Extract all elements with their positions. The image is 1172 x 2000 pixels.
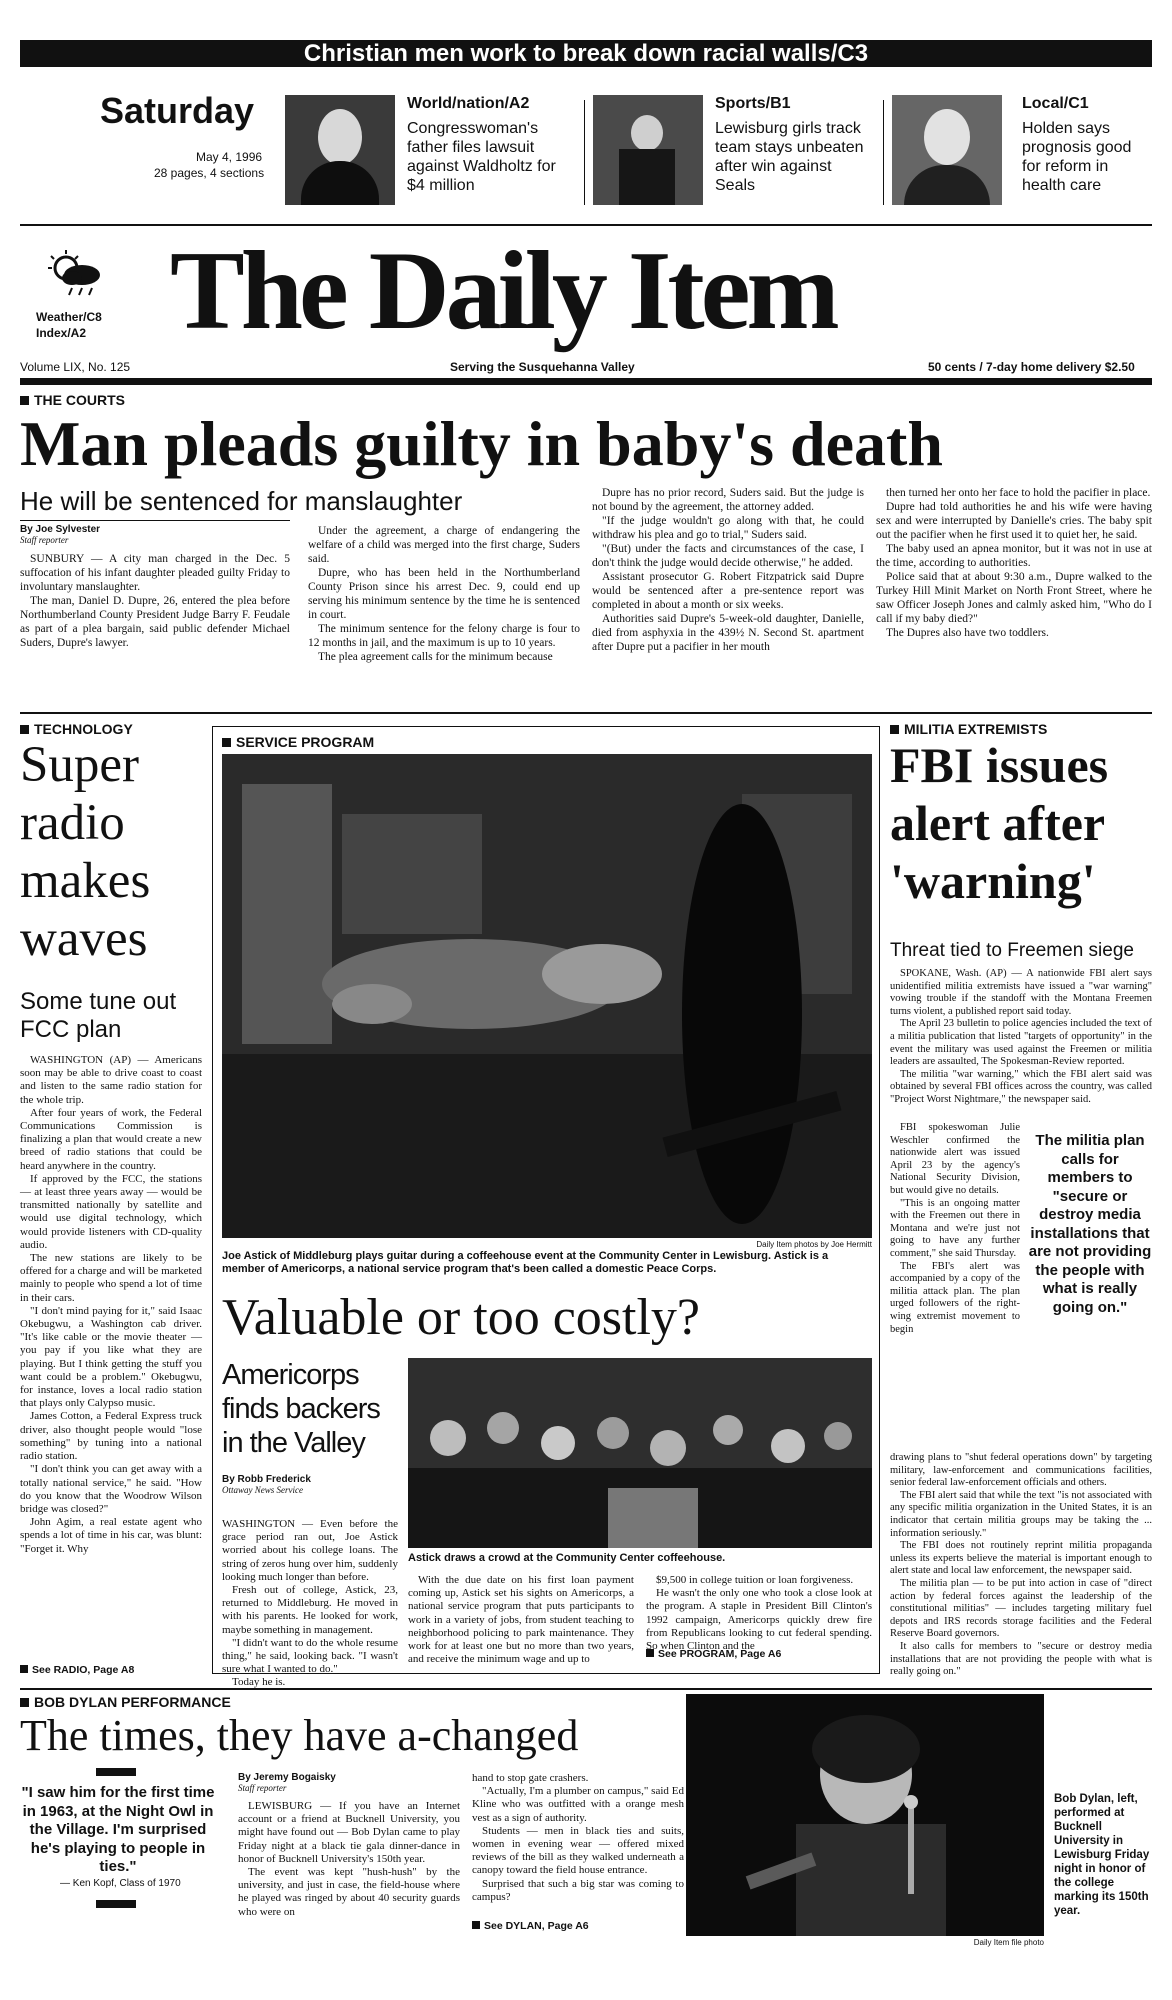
- dylan-col2: [472, 1772, 684, 1904]
- dylan-col1: [238, 1800, 460, 1919]
- dylan-byrole: Staff reporter: [238, 1783, 287, 1793]
- paragraph: The baby used an apnea monitor, but it was not in use at the time, according to authorities.: [876, 543, 1152, 569]
- paragraph: Assistant prosecutor G. Robert Fitzpatrick said Dupre would be sentenced after a pre-sentence report was completed in about a month or six weeks.: [592, 571, 864, 611]
- paragraph: The militia "war warning," which the FBI alert said was obtained by several FBI offices across the country, was called "Project Worst Nightmare," the newspaper said.: [890, 1068, 1152, 1105]
- service-col1: [222, 1518, 398, 1690]
- lead-byline-block: [20, 524, 290, 545]
- dylan-byline-block: [238, 1772, 460, 1793]
- paragraph: Fresh out of college, Astick, 23, returned to Middleburg. He moved in with his parents. He looked for work, maybe something in management.: [222, 1584, 398, 1636]
- paragraph: "This is an ongoing matter with the Freemen out there in Montana and we're just not going to have any further comment," she said Thursday.: [890, 1197, 1020, 1259]
- service-byrole: Ottaway News Service: [222, 1485, 303, 1495]
- teaser-world-photo: [285, 95, 395, 205]
- paragraph: If approved by the FCC, the stations — at least three years away — would be transmitted nationally by satellite and would use digital technology, which would provide listeners with CD-quality audio.: [20, 1172, 202, 1251]
- teaser-world-text: Congresswoman's father files lawsuit against Waldholtz for $4 million: [407, 120, 556, 194]
- paragraph: James Cotton, a Federal Express truck driver, also thought people would "lose something" by tuning into a national radio station.: [20, 1410, 202, 1463]
- service-crowd-photo: [408, 1358, 872, 1548]
- service-caption-2: Astick draws a crowd at the Community Center coffeehouse.: [408, 1552, 726, 1564]
- teaser-local-text: Holden says prognosis good for reform in health care: [1022, 120, 1132, 194]
- paragraph: The FBI does not routinely reprint militia propaganda unless its experts believe the material is important enough to alert state and local law enforcement, the newspaper said.: [890, 1540, 1152, 1577]
- lead-col3: [592, 486, 864, 654]
- day-label: Saturday: [100, 90, 255, 131]
- service-caption: Joe Astick of Middleburg plays guitar during a coffeehouse event at the Community Center in Lewisburg. Astick is a member of Americorps, a national service program that's been called a domestic Peace Corps.: [222, 1250, 829, 1275]
- fbi-body: [890, 968, 1152, 1107]
- lead-col4: [876, 486, 1152, 640]
- lead-byline: By Joe Sylvester: [20, 524, 101, 535]
- service-col2: [408, 1574, 634, 1666]
- teaser-world-section: World/nation/A2: [407, 95, 530, 112]
- paragraph: The Dupres also have two toddlers.: [886, 627, 1049, 639]
- volume-label: Volume LIX, No. 125: [20, 360, 131, 374]
- teaser-sports-section: Sports/B1: [715, 95, 791, 112]
- paragraph: It also calls for members to "secure or destroy media installations that are not providing the people with what is really going on.": [890, 1640, 1152, 1678]
- teaser-local-section: Local/C1: [1022, 95, 1089, 112]
- service-col3: [646, 1574, 872, 1653]
- service-see-link[interactable]: See PROGRAM, Page A6: [646, 1648, 781, 1660]
- service-byline-block: [222, 1474, 398, 1495]
- fbi-deck: Threat tied to Freemen siege: [890, 940, 1134, 961]
- service-headline[interactable]: Valuable or too costly?: [222, 1289, 700, 1346]
- paragraph: hand to stop gate crashers.: [472, 1772, 589, 1784]
- paragraph: "I didn't want to do the whole resume thing," he said, looking back. "I wasn't sure what I wanted to do.": [222, 1636, 398, 1676]
- paragraph: LEWISBURG — If you have an Internet account or a friend at Bucknell University, you might have found out — Bob Dylan came to play Friday night at a black tie gala dinner-dance in honor of Bucknell University's 150th year.: [238, 1800, 460, 1865]
- paragraph: The man, Daniel D. Dupre, 26, entered the plea before Northumberland County President Judge Barry F. Feudale as part of a plea bargain, said public defender Michael Suders, Dupre's lawyer.: [20, 595, 290, 649]
- fbi-pullquote: The militia plan calls for members to "secure or destroy media installations that are not providing the people with what is really going on.": [1028, 1132, 1152, 1316]
- paragraph: SUNBURY — A city man charged in the Dec. 5 suffocation of his infant daughter pleaded guilty Friday to involuntary manslaughter.: [20, 553, 290, 593]
- paragraph: Under the agreement, a charge of endangering the welfare of a child was merged into the first charge, Suders said.: [308, 525, 580, 565]
- paragraph: FBI spokeswoman Julie Weschler confirmed the nationwide alert was issued April 23 by the agency's National Security Division, but would give no details.: [890, 1122, 1020, 1196]
- radio-body: [20, 1054, 202, 1556]
- paragraph: The militia plan — to be put into action in case of "direct action by federal forces against the leadership of the constitutional militias" — includes targeting military fuel depots and IRS records storage facilities and the Federal Reserve Board governors.: [890, 1577, 1152, 1640]
- paragraph: Dupre had told authorities he and his wife were having sex and were interrupted by Danielle's cries. The baby spit out the pacifier when he first used it to quiet her, he said.: [876, 501, 1152, 541]
- paragraph: The FBI alert said that while the text "is not associated with any specific militia organization in the United States, it is an indicator that certain militia groups may be taking the ... information seriously.": [890, 1489, 1152, 1539]
- weather-ref[interactable]: Weather/C8: [36, 310, 102, 324]
- paragraph: Police said that at about 9:30 a.m., Dupre walked to the Turkey Hill Minit Market on North Front Street, where he saw Officer Joseph Jones and calmly asked him, "Who do I call if my baby died?": [876, 571, 1152, 625]
- teaser-sports-photo: [593, 95, 703, 205]
- paragraph: The event was kept "hush-hush" by the university, and just in case, the field-house where he played was ringed by about 40 security guards who were on: [238, 1866, 460, 1918]
- teaser-local-photo: [892, 95, 1002, 205]
- dylan-see-link[interactable]: See DYLAN, Page A6: [472, 1920, 589, 1932]
- paragraph: Dupre, who has been held in the Northumberland County Prison since his arrest Dec. 9, could end up serving his minimum sentence by the time he is sentenced in court.: [308, 567, 580, 621]
- dylan-photo-credit: Daily Item file photo: [973, 1938, 1044, 1947]
- paragraph: Surprised that such a big star was coming to campus?: [472, 1877, 684, 1903]
- paragraph: "I don't think you can get away with a totally national service," he said. "How do you know that the Woodrow Wilson bridge was closed?": [20, 1463, 202, 1515]
- radio-headline[interactable]: Super radio makes waves: [20, 737, 151, 967]
- paragraph: John Agim, a real estate agent who spends a lot of time in his car, was blunt: "Forget it. Why: [20, 1516, 202, 1555]
- paragraph: Dupre has no prior record, Suders said. But the judge is not bound by the agreement, the attorney added.: [592, 487, 864, 513]
- paragraph: The FBI's alert was accompanied by a copy of the militia attack plan. The plan urged followers of the right-wing extremist movement to begin: [890, 1260, 1020, 1335]
- fbi-kicker: MILITIA EXTREMISTS: [890, 721, 1047, 737]
- paragraph: The April 23 bulletin to police agencies included the text of a militia publication that listed "targets of opportunity" in the event the military was used against the Freemen or militia leaders are assaulted, The Spokesman-Review reported.: [890, 1018, 1152, 1068]
- lead-byrole: Staff reporter: [20, 535, 69, 545]
- tagline: Serving the Susquehanna Valley: [450, 360, 635, 374]
- paragraph: He wasn't the only one who took a close look at the program. A staple in President Bill Clinton's 1992 campaign, Americorps quickly drew fire from Republicans looking to cut federal spending. So when Clinton and the: [646, 1587, 872, 1653]
- masthead-title: The Daily Item: [170, 229, 836, 353]
- paragraph: After four years of work, the Federal Communications Commission is finalizing a plan that would create a new breed of radio stations that could be heard anywhere in the country.: [20, 1106, 202, 1172]
- banner-text: Christian men work to break down racial walls/C3: [303, 40, 869, 67]
- service-deck: Americorps finds backers in the Valley: [222, 1359, 380, 1459]
- paragraph: Today he is.: [232, 1676, 286, 1689]
- lead-kicker: THE COURTS: [20, 392, 125, 408]
- teaser-world[interactable]: [285, 95, 575, 207]
- paragraph: drawing plans to "shut federal operations down" by targeting military, law-enforcement and communications facilities, senior federal law-enforcement officials and others.: [890, 1452, 1152, 1489]
- service-kicker: SERVICE PROGRAM: [222, 734, 374, 750]
- radio-see-link[interactable]: See RADIO, Page A8: [20, 1664, 134, 1676]
- dylan-headline[interactable]: The times, they have a-changed: [20, 1711, 579, 1760]
- paragraph: WASHINGTON (AP) — Americans soon may be able to drive coast to coast and listen to the same radio station for the whole trip.: [20, 1054, 202, 1106]
- dateline: [20, 80, 275, 210]
- paragraph: Students — men in black ties and suits, women in evening wear — offered mixed reviews of the bill as they walked underneath a canopy toward the field house entrance.: [472, 1824, 684, 1877]
- dylan-kicker: BOB DYLAN PERFORMANCE: [20, 1694, 231, 1710]
- teaser-sports[interactable]: [593, 95, 875, 207]
- top-banner[interactable]: [20, 40, 1152, 67]
- service-main-photo: [222, 754, 872, 1238]
- lead-col1: [20, 552, 290, 650]
- page-count: 28 pages, 4 sections: [154, 166, 265, 180]
- paragraph: The minimum sentence for the felony charge is four to 12 months in jail, and the maximum is up to 10 years.: [308, 623, 580, 649]
- date-label: May 4, 1996: [196, 150, 263, 164]
- lead-deck: He will be sentenced for manslaughter: [20, 486, 463, 516]
- radio-deck: Some tune out FCC plan: [20, 988, 177, 1043]
- dylan-caption: Bob Dylan, left, performed at Bucknell University in Lewisburg Friday night in honor of the college marking its 150th year.: [1054, 1793, 1150, 1917]
- price-label: 50 cents / 7-day home delivery $2.50: [928, 360, 1135, 374]
- index-ref[interactable]: Index/A2: [36, 326, 87, 340]
- paragraph: "(But) under the facts and circumstances of the case, I don't think the judge would decide otherwise," he added.: [592, 543, 864, 569]
- dylan-quote-attribution: — Ken Kopf, Class of 1970: [60, 1878, 181, 1889]
- dylan-byline: By Jeremy Bogaisky: [238, 1772, 336, 1783]
- radio-kicker: TECHNOLOGY: [20, 721, 133, 737]
- lead-headline[interactable]: Man pleads guilty in baby's death: [20, 408, 943, 479]
- paragraph: The plea agreement calls for the minimum because: [318, 651, 553, 663]
- paragraph: WASHINGTON — Even before the grace period ran out, Joe Astick worried about his college loans. The string of zeros hung over him, suddenly looking much longer than before.: [222, 1518, 398, 1583]
- paragraph: SPOKANE, Wash. (AP) — A nationwide FBI alert says unidentified militia extremists have issued a "war warning" vowing trouble if the standoff with the Montana Freemen turns violent, a published report said today.: [890, 968, 1152, 1017]
- fbi-body-2: [890, 1452, 1152, 1679]
- lead-col2: [308, 524, 580, 664]
- service-byline: By Robb Frederick: [222, 1474, 311, 1485]
- paragraph: "Actually, I'm a plumber on campus," said Ed Kline who was outfitted with a orange mesh vest as a sign of authority.: [472, 1785, 684, 1824]
- paragraph: "I don't mind paying for it," said Isaac Okebugwu, a Washington cab driver. "It's like cable or the movie theater — you pay if you like what they are playing. But I think getting the stuff you want could be a problem." Okebugwu, for instance, loves a local radio station that plays only Calypso music.: [20, 1304, 202, 1410]
- paragraph: The new stations are likely to be offered for a charge and will be marketed mainly to people who spend a lot of time in their cars.: [20, 1252, 202, 1304]
- teaser-sports-text: Lewisburg girls track team stays unbeaten after win against Seals: [715, 120, 864, 194]
- fbi-headline[interactable]: FBI issues alert after 'warning': [890, 737, 1109, 909]
- paragraph: With the due date on his first loan payment coming up, Astick set his sights on Americorps, a national service program that puts participants to work in a variety of jobs, from student teaching to neighborhood policing to park maintenance. They work for at least one but no more than two years, and receive the minimum wage and up to: [408, 1574, 634, 1666]
- dylan-photo: [686, 1694, 1044, 1936]
- paragraph: $9,500 in college tuition or loan forgiveness.: [656, 1574, 854, 1586]
- paragraph: Authorities said Dupre's 5-week-old daughter, Danielle, died from asphyxia in the 439½ N. Second St. apartment after Dupre put a pacifier in her mouth: [592, 613, 864, 653]
- service-photo-credit: Daily Item photos by Joe Hermitt: [756, 1240, 872, 1249]
- paragraph: "If the judge wouldn't go along with that, he could withdraw his plea and go to trial," Suders said.: [592, 515, 864, 541]
- paragraph: then turned her onto her face to hold the pacifier in place.: [886, 487, 1151, 499]
- teaser-local[interactable]: [892, 95, 1152, 207]
- fbi-narrow-body: [890, 1122, 1020, 1336]
- weather-icon: [46, 248, 106, 298]
- dylan-pullquote: "I saw him for the first time in 1963, at the Night Owl in the Village. I'm surprised he's playing to people in ties.": [21, 1784, 215, 1875]
